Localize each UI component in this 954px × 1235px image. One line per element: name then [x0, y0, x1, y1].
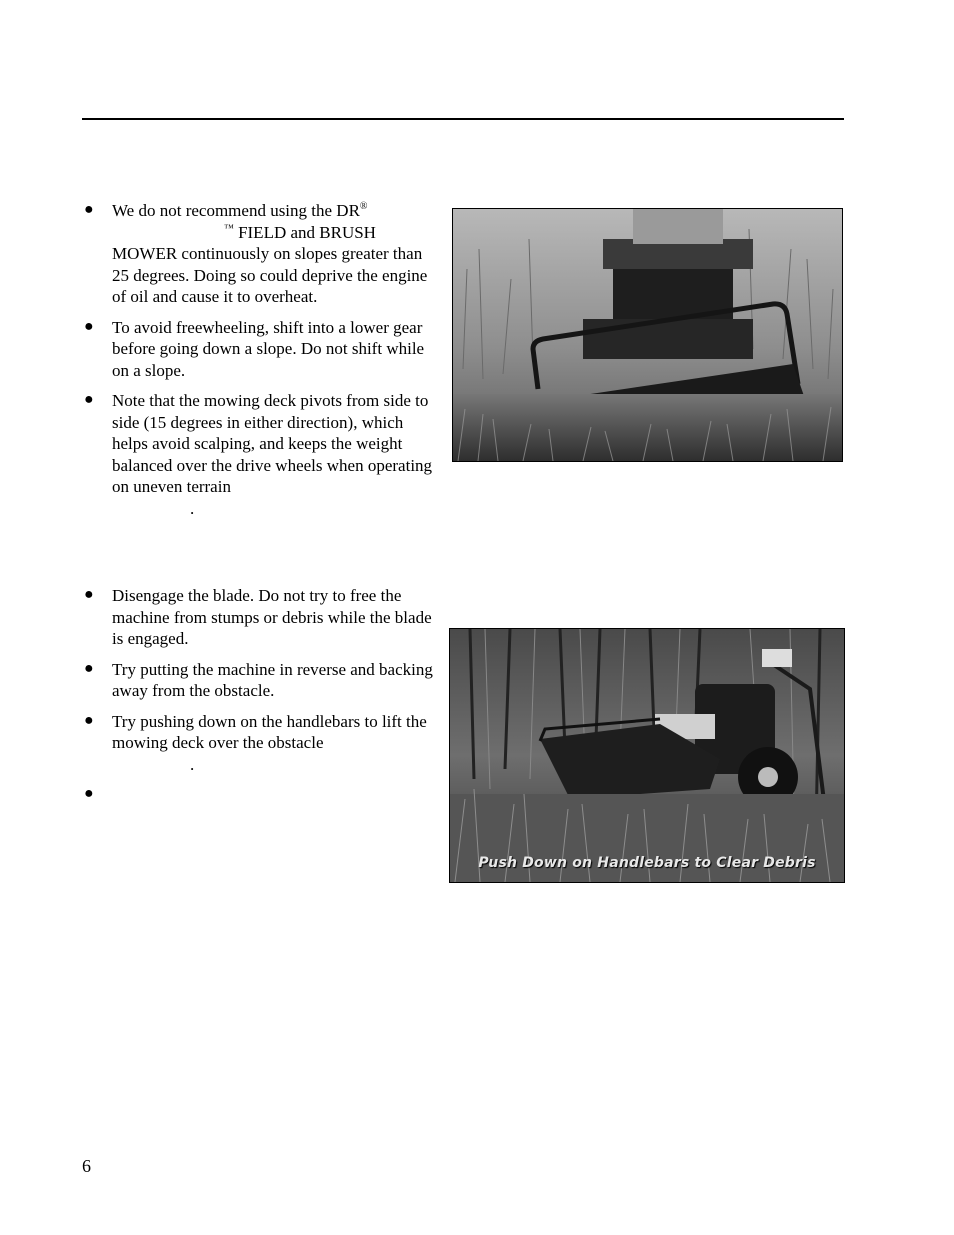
mower-on-slope-photo — [452, 208, 843, 462]
list-item — [82, 317, 442, 382]
page-number: 6 — [82, 1156, 91, 1176]
bullet-icon: ● — [84, 659, 94, 677]
bullet-trail: . — [190, 754, 195, 774]
registered-mark: ® — [359, 201, 368, 212]
bullet-text: FIELD and BRUSH MOWER continuously on slopes greater than 25 degrees. Doing so could deprive the engine of oil and cause it to overheat. — [112, 222, 428, 306]
bullet-icon: ● — [84, 586, 94, 603]
bullet-icon: ● — [84, 391, 94, 408]
bullet-icon: ● — [84, 317, 94, 335]
bullet-icon: ● — [84, 711, 94, 729]
slope-bullet-list — [82, 200, 442, 528]
header-rule — [82, 118, 844, 120]
list-item — [82, 200, 442, 308]
list-item — [82, 390, 442, 519]
list-item — [82, 711, 442, 776]
bullet-text: We do not recommend using the DR — [112, 201, 360, 220]
list-item — [82, 585, 442, 650]
bullet-text: Disengage the blade. Do not try to free the machine from stumps or debris while the blade is engaged. — [112, 586, 432, 648]
bullet-trail: . — [190, 498, 195, 518]
bullet-icon: ● — [84, 785, 94, 802]
bullet-text: To avoid freewheeling, shift into a lower gear before going down a slope. Do not shift while on a slope. — [112, 317, 425, 380]
trademark-mark: ™ — [224, 222, 234, 234]
obstacle-bullet-list — [82, 585, 442, 815]
mower-in-brush-photo — [449, 628, 845, 883]
bullet-text: Try pushing down on the handlebars to lift the mowing deck over the obstacle — [112, 711, 427, 752]
bullet-text: Try putting the machine in reverse and backing away from the obstacle. — [112, 659, 433, 700]
list-item — [82, 784, 442, 806]
photo-caption: Push Down on Handlebars to Clear Debris — [478, 854, 816, 871]
list-item — [82, 659, 442, 702]
bullet-text: Note that the mowing deck pivots from side to side (15 degrees in either direction), which helps avoid scalping, and keeps the weight balanced over the drive wheels when operating on uneven terrain — [112, 391, 433, 496]
bullet-icon: ● — [84, 201, 94, 218]
